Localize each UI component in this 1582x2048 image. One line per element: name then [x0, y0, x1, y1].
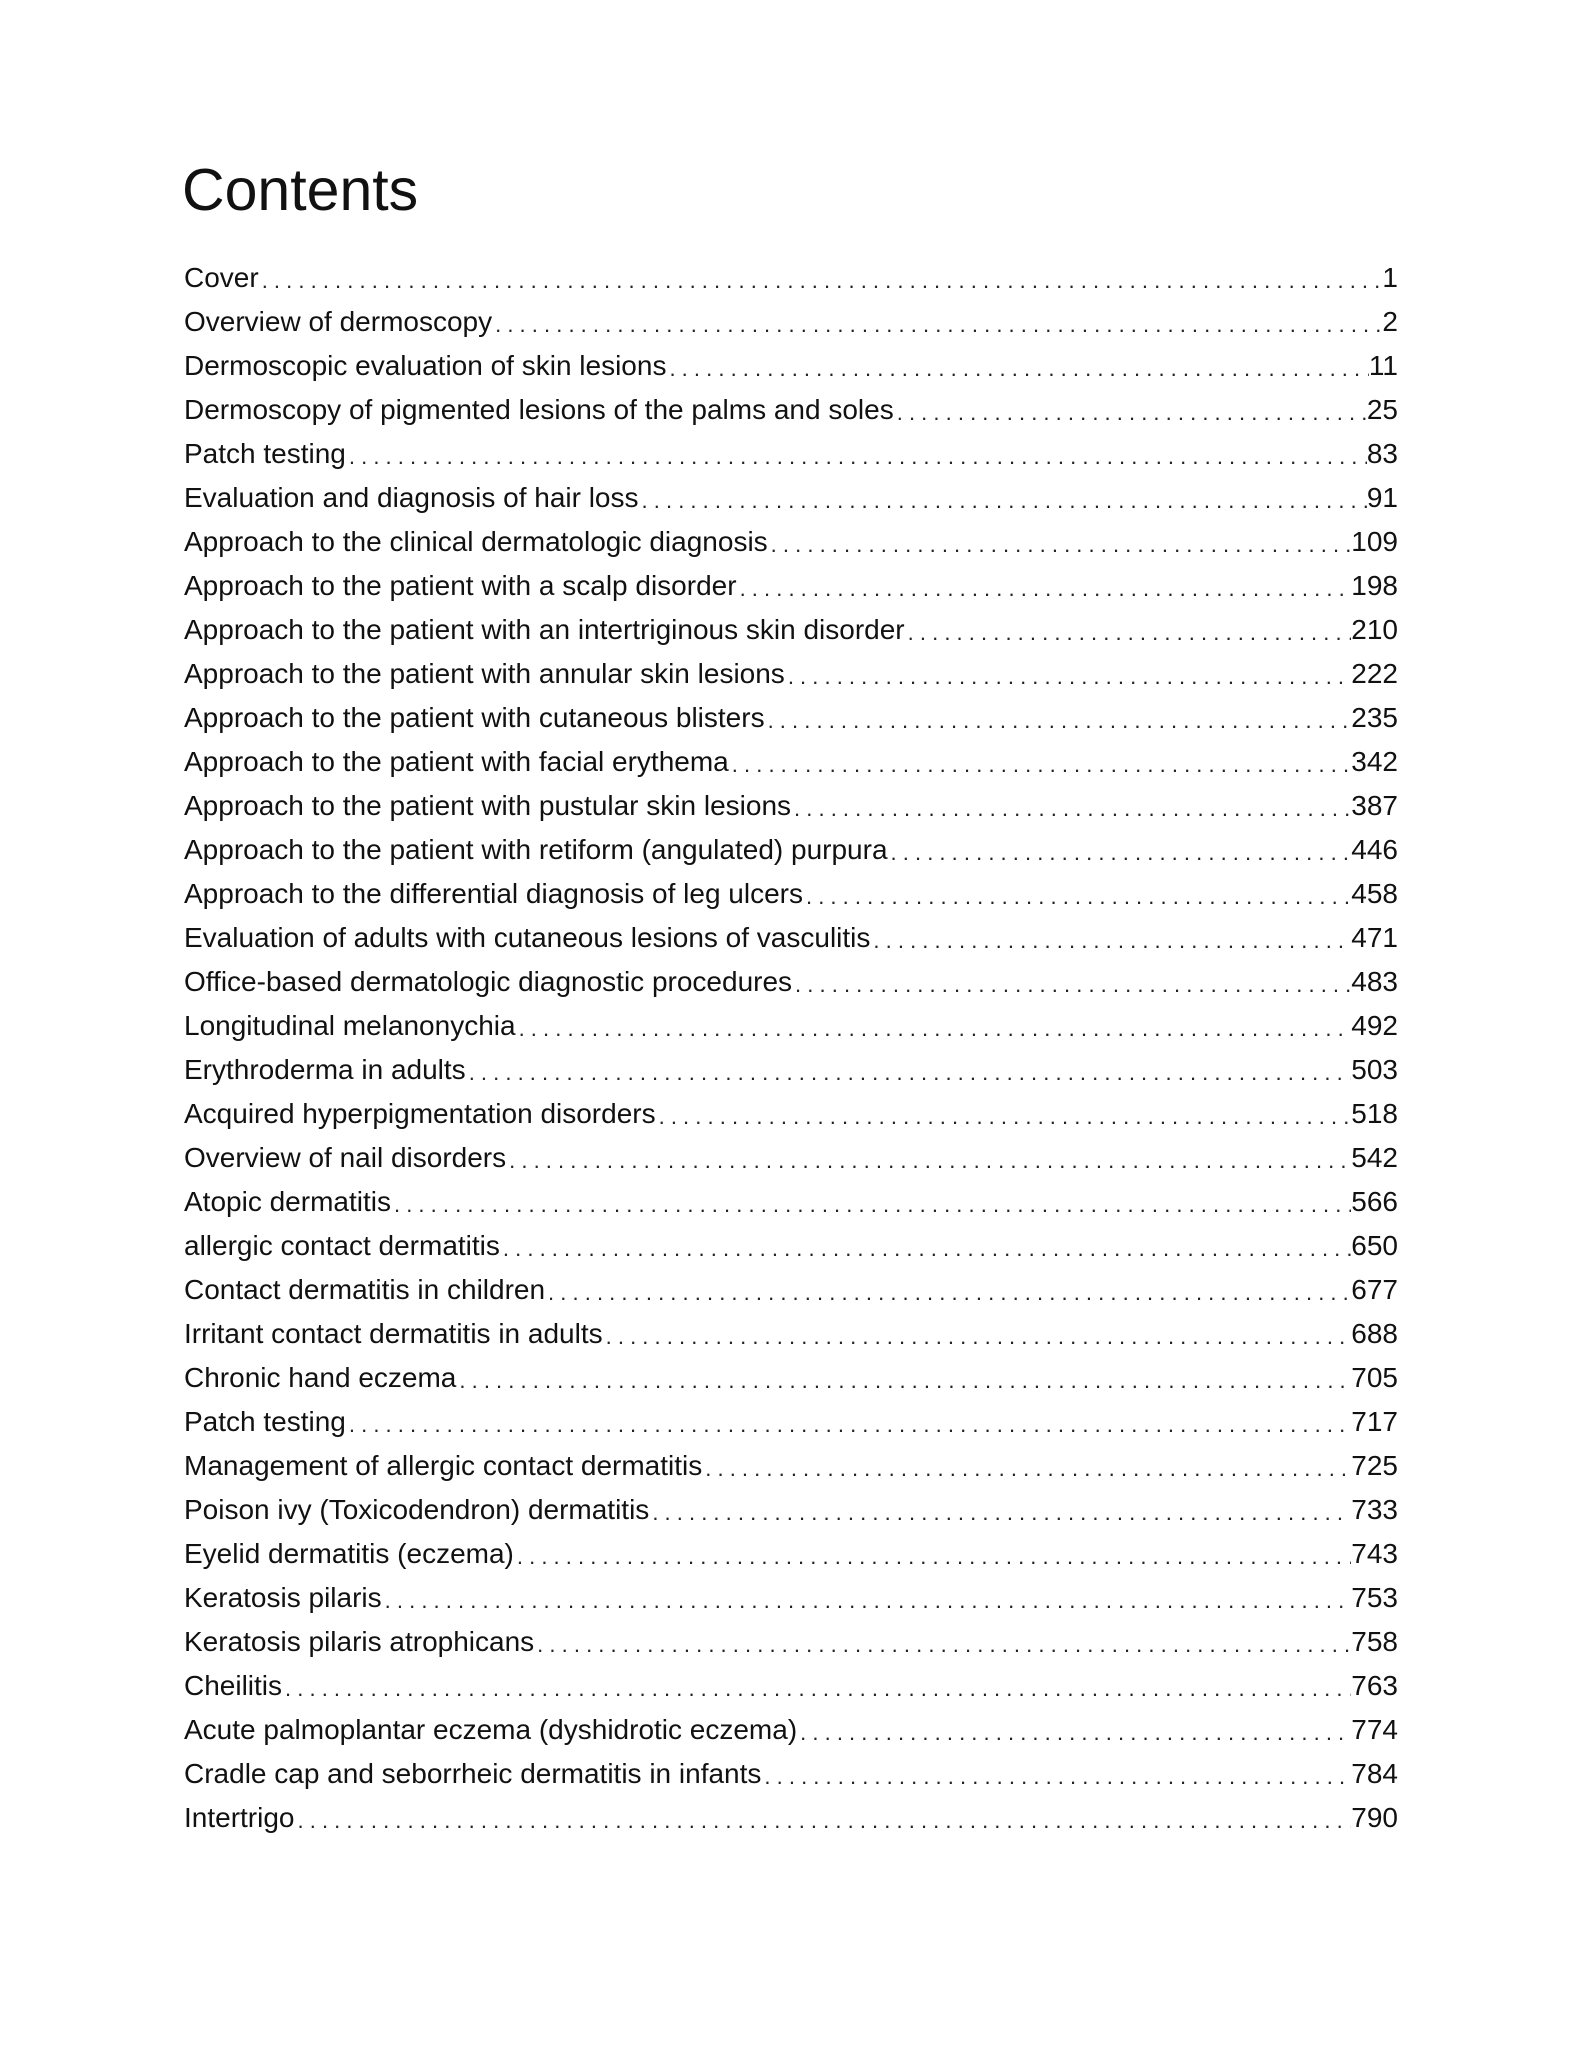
toc-entry[interactable]	[184, 1484, 1398, 1528]
toc-entry[interactable]	[184, 1704, 1398, 1748]
toc-entry[interactable]	[184, 956, 1398, 1000]
dot-leader	[391, 1190, 1351, 1220]
toc-entry[interactable]	[184, 296, 1398, 340]
toc-entry-title: Longitudinal melanonychia	[184, 1010, 516, 1041]
dot-leader	[545, 1278, 1351, 1308]
toc-entry[interactable]	[184, 560, 1398, 604]
toc-entry[interactable]	[184, 1748, 1398, 1792]
dot-leader	[761, 1762, 1351, 1792]
toc-entry[interactable]	[184, 340, 1398, 384]
toc-entry-page-number: 503	[1351, 1054, 1398, 1085]
toc-entry[interactable]	[184, 428, 1398, 472]
toc-entry-page-number: 650	[1351, 1230, 1398, 1261]
toc-entry-page-number: 210	[1351, 614, 1398, 645]
dot-leader	[516, 1014, 1352, 1044]
toc-entry[interactable]	[184, 1616, 1398, 1660]
dot-leader	[905, 618, 1352, 648]
toc-entry-title: Intertrigo	[184, 1802, 295, 1833]
toc-entry-title: Poison ivy (Toxicodendron) dermatitis	[184, 1494, 650, 1525]
dot-leader	[791, 794, 1351, 824]
dot-leader	[295, 1806, 1352, 1836]
toc-entry[interactable]	[184, 1792, 1398, 1836]
dot-leader	[466, 1058, 1352, 1088]
toc-entry-title: Evaluation and diagnosis of hair loss	[184, 482, 639, 513]
toc-entry-title: Keratosis pilaris	[184, 1582, 382, 1613]
toc-entry-title: Management of allergic contact dermatitis	[184, 1450, 703, 1481]
toc-entry-page-number: 458	[1351, 878, 1398, 909]
toc-entry-page-number: 758	[1351, 1626, 1398, 1657]
toc-entry-title: Patch testing	[184, 1406, 346, 1437]
toc-entry-title: Cradle cap and seborrheic dermatitis in infants	[184, 1758, 762, 1789]
toc-entry-title: Erythroderma in adults	[184, 1054, 466, 1085]
toc-entry-page-number: 2	[1382, 306, 1398, 337]
toc-entry-title: Dermoscopy of pigmented lesions of the palms and soles	[184, 394, 894, 425]
toc-entry[interactable]	[184, 780, 1398, 824]
toc-entry-page-number: 774	[1351, 1714, 1398, 1745]
toc-entry-page-number: 11	[1368, 350, 1398, 381]
toc-entry-title: Cheilitis	[184, 1670, 283, 1701]
toc-entry[interactable]	[184, 1440, 1398, 1484]
dot-leader	[737, 574, 1352, 604]
toc-entry-title: Approach to the clinical dermatologic diagnosis	[184, 526, 768, 557]
toc-entry-title: Atopic dermatitis	[184, 1186, 391, 1217]
toc-entry[interactable]	[184, 1220, 1398, 1264]
toc-entry[interactable]	[184, 252, 1398, 296]
toc-entry[interactable]	[184, 1264, 1398, 1308]
toc-entry[interactable]	[184, 824, 1398, 868]
dot-leader	[382, 1586, 1352, 1616]
toc-entry-title: Approach to the patient with annular skin lesions	[184, 658, 785, 689]
toc-entry[interactable]	[184, 516, 1398, 560]
toc-entry-title: Dermoscopic evaluation of skin lesions	[184, 350, 667, 381]
toc-entry-title: Keratosis pilaris atrophicans	[184, 1626, 535, 1657]
toc-entry[interactable]	[184, 692, 1398, 736]
toc-entry-page-number: 1	[1382, 262, 1398, 293]
toc-entry[interactable]	[184, 1308, 1398, 1352]
toc-entry[interactable]	[184, 868, 1398, 912]
toc-entry[interactable]	[184, 648, 1398, 692]
dot-leader	[649, 1498, 1351, 1528]
toc-entry-page-number: 518	[1351, 1098, 1398, 1129]
toc-entry[interactable]	[184, 736, 1398, 780]
toc-entry-title: Approach to the patient with an intertriginous skin disorder	[184, 614, 905, 645]
toc-entry[interactable]	[184, 1044, 1398, 1088]
toc-entry-page-number: 83	[1366, 438, 1398, 469]
toc-entry[interactable]	[184, 1660, 1398, 1704]
dot-leader	[603, 1322, 1352, 1352]
page-title: Contents	[182, 157, 419, 223]
toc-entry-title: Approach to the patient with pustular skin lesions	[184, 790, 792, 821]
toc-entry-page-number: 25	[1366, 394, 1398, 425]
toc-entry-page-number: 688	[1351, 1318, 1398, 1349]
toc-entry-title: Overview of nail disorders	[184, 1142, 507, 1173]
toc-entry-page-number: 198	[1351, 570, 1398, 601]
toc-entry-page-number: 492	[1351, 1010, 1398, 1041]
toc-entry-title: Acute palmoplantar eczema (dyshidrotic eczema)	[184, 1714, 798, 1745]
toc-entry-title: Evaluation of adults with cutaneous lesions of vasculitis	[184, 922, 871, 953]
toc-entry-page-number: 387	[1351, 790, 1398, 821]
dot-leader	[785, 662, 1351, 692]
toc-entry-title: Office-based dermatologic diagnostic procedures	[184, 966, 793, 997]
toc-entry-page-number: 743	[1351, 1538, 1398, 1569]
table-of-contents	[184, 252, 1398, 1836]
dot-leader	[500, 1234, 1351, 1264]
dot-leader	[894, 398, 1367, 428]
toc-entry[interactable]	[184, 1088, 1398, 1132]
toc-entry[interactable]	[184, 604, 1398, 648]
toc-entry[interactable]	[184, 1132, 1398, 1176]
toc-entry-title: Approach to the patient with a scalp disorder	[184, 570, 737, 601]
toc-entry[interactable]	[184, 384, 1398, 428]
toc-entry[interactable]	[184, 1528, 1398, 1572]
toc-entry-title: Approach to the differential diagnosis of leg ulcers	[184, 878, 803, 909]
toc-entry[interactable]	[184, 1396, 1398, 1440]
toc-entry[interactable]	[184, 1176, 1398, 1220]
dot-leader	[803, 882, 1351, 912]
dot-leader	[346, 442, 1367, 472]
dot-leader	[514, 1542, 1351, 1572]
dot-leader	[506, 1146, 1351, 1176]
toc-entry-page-number: 222	[1351, 658, 1398, 689]
toc-entry-page-number: 342	[1351, 746, 1398, 777]
dot-leader	[259, 266, 1383, 296]
toc-entry-page-number: 717	[1351, 1406, 1398, 1437]
toc-entry-title: Acquired hyperpigmentation disorders	[184, 1098, 656, 1129]
toc-entry-page-number: 790	[1351, 1802, 1398, 1833]
toc-entry-title: Patch testing	[184, 438, 346, 469]
dot-leader	[534, 1630, 1351, 1660]
dot-leader	[656, 1102, 1352, 1132]
toc-entry-title: Approach to the patient with facial erythema	[184, 746, 729, 777]
toc-entry[interactable]	[184, 912, 1398, 956]
dot-leader	[792, 970, 1351, 1000]
toc-entry-page-number: 763	[1351, 1670, 1398, 1701]
dot-leader	[492, 310, 1382, 340]
toc-entry-page-number: 566	[1351, 1186, 1398, 1217]
toc-entry-page-number: 753	[1351, 1582, 1398, 1613]
toc-entry-title: Contact dermatitis in children	[184, 1274, 546, 1305]
toc-entry-page-number: 483	[1351, 966, 1398, 997]
toc-entry-page-number: 784	[1351, 1758, 1398, 1789]
toc-entry-page-number: 235	[1351, 702, 1398, 733]
toc-entry-title: Cover	[184, 262, 259, 293]
toc-entry-title: Eyelid dermatitis (eczema)	[184, 1538, 514, 1569]
dot-leader	[666, 354, 1368, 384]
toc-entry-title: Approach to the patient with retiform (angulated) purpura	[184, 834, 888, 865]
toc-entry-page-number: 91	[1366, 482, 1398, 513]
toc-entry-page-number: 725	[1351, 1450, 1398, 1481]
toc-entry[interactable]	[184, 472, 1398, 516]
toc-entry-title: Approach to the patient with cutaneous blisters	[184, 702, 765, 733]
toc-entry-page-number: 471	[1351, 922, 1398, 953]
toc-entry[interactable]	[184, 1572, 1398, 1616]
dot-leader	[768, 530, 1352, 560]
dot-leader	[870, 926, 1351, 956]
dot-leader	[456, 1366, 1351, 1396]
dot-leader	[765, 706, 1352, 736]
toc-entry-page-number: 542	[1351, 1142, 1398, 1173]
dot-leader	[282, 1674, 1351, 1704]
dot-leader	[797, 1718, 1351, 1748]
toc-entry-title: Overview of dermoscopy	[184, 306, 493, 337]
toc-entry[interactable]	[184, 1000, 1398, 1044]
dot-leader	[346, 1410, 1351, 1440]
toc-entry-title: Irritant contact dermatitis in adults	[184, 1318, 603, 1349]
toc-entry-page-number: 446	[1351, 834, 1398, 865]
dot-leader	[729, 750, 1352, 780]
toc-entry-page-number: 733	[1351, 1494, 1398, 1525]
toc-entry-page-number: 677	[1351, 1274, 1398, 1305]
toc-entry-page-number: 109	[1351, 526, 1398, 557]
toc-entry-title: Chronic hand eczema	[184, 1362, 457, 1393]
toc-entry-page-number: 705	[1351, 1362, 1398, 1393]
toc-entry-title: allergic contact dermatitis	[184, 1230, 500, 1261]
toc-entry[interactable]	[184, 1352, 1398, 1396]
dot-leader	[639, 486, 1367, 516]
dot-leader	[888, 838, 1352, 868]
dot-leader	[702, 1454, 1351, 1484]
